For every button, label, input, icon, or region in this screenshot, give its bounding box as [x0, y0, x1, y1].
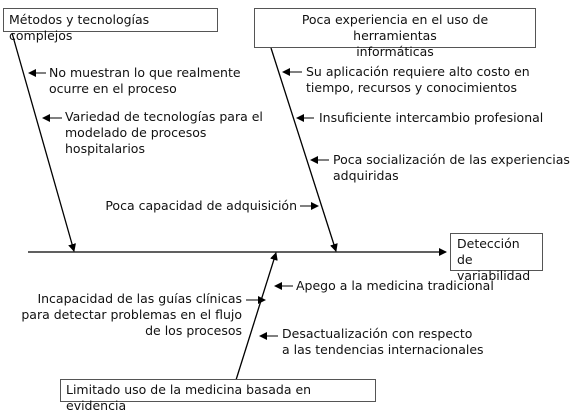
- cause-text: modelado de procesos: [65, 125, 207, 140]
- cause-label: [319, 110, 543, 126]
- cause-text: Variedad de tecnologías para el: [65, 109, 263, 124]
- category-title: Limitado uso de la medicina basada en evidencia: [66, 382, 312, 413]
- cause-label: [65, 109, 263, 157]
- cause-text: a las tendencias internacionales: [282, 342, 484, 357]
- effect-line: variabilidad: [457, 268, 531, 283]
- cause-label: [4, 291, 242, 339]
- effect-box: [450, 233, 543, 283]
- cause-text: Apego a la medicina tradicional: [296, 278, 494, 293]
- cause-text: Poca capacidad de adquisición: [105, 198, 297, 213]
- bone-medicina: [236, 253, 276, 380]
- category-box-experiencia: [254, 8, 536, 59]
- cause-text: Insuficiente intercambio profesional: [319, 110, 544, 125]
- cause-label: [90, 198, 297, 214]
- category-box-metodos: [3, 8, 218, 43]
- cause-text: Su aplicación requiere alto costo en: [306, 64, 530, 79]
- cause-text: Desactualización con respecto: [282, 326, 473, 341]
- cause-text: hospitalarios: [65, 141, 145, 156]
- cause-label: [282, 326, 484, 358]
- category-title: Métodos y tecnologías complejos: [9, 12, 150, 43]
- category-title-line: informáticas: [356, 44, 434, 59]
- cause-text: No muestran lo que realmente: [49, 65, 241, 80]
- effect-line: Detección de: [457, 236, 520, 267]
- category-box-medicina: [60, 379, 376, 413]
- cause-text: ocurre en el proceso: [49, 81, 177, 96]
- cause-text: adquiridas: [333, 168, 399, 183]
- cause-text: Incapacidad de las guías clínicas: [37, 291, 242, 306]
- cause-text: Poca socialización de las experiencias: [333, 152, 570, 167]
- cause-label: [49, 65, 241, 97]
- cause-text: para detectar problemas en el flujo: [21, 307, 242, 322]
- cause-text: tiempo, recursos y conocimientos: [306, 80, 518, 95]
- cause-label: [306, 64, 530, 96]
- cause-label: [296, 278, 494, 294]
- cause-label: [333, 152, 570, 184]
- cause-text: de los procesos: [145, 323, 242, 338]
- category-title-line: Poca experiencia en el uso de herramientas: [301, 12, 489, 43]
